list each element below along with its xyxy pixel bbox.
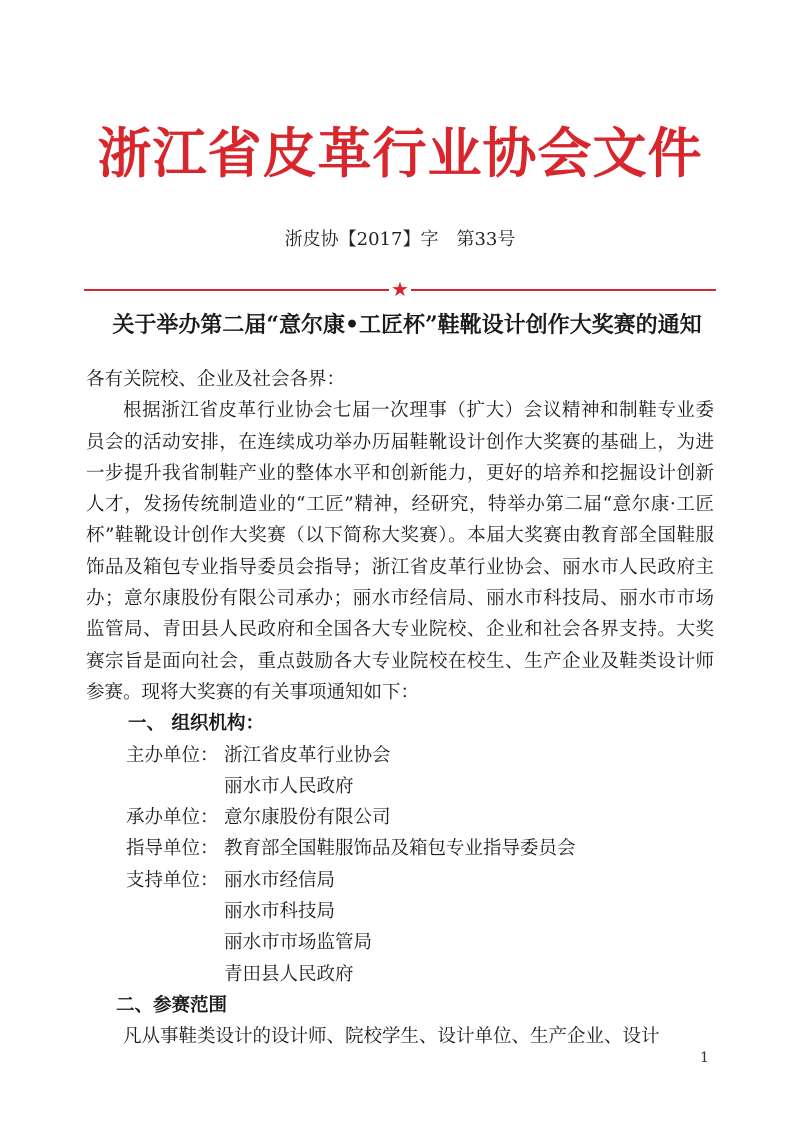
scope-paragraph: 凡从事鞋类设计的设计师、院校学生、设计单位、生产企业、设计 bbox=[123, 1026, 660, 1048]
host-row bbox=[86, 740, 714, 771]
divider-line-right bbox=[411, 289, 716, 291]
host-label: 主办单位： bbox=[126, 744, 219, 766]
support-value: 丽水市科技局 bbox=[224, 901, 336, 923]
organizer-row bbox=[86, 802, 714, 833]
salutation: 各有关院校、企业及社会各界： bbox=[86, 369, 346, 390]
divider-line-left bbox=[84, 289, 389, 291]
red-divider bbox=[84, 277, 716, 301]
guide-value: 教育部全国鞋服饰品及箱包专业指导委员会 bbox=[224, 838, 576, 860]
star-icon: ★ bbox=[391, 277, 409, 301]
intro-paragraph: 根据浙江省皮革行业协会七届一次理事（扩大）会议精神和制鞋专业委员会的活动安排，在连续成功举办历届鞋靴设计创作大奖赛的基础上，为进一步提升我省制鞋产业的整体水平和创新能力，更好的培养和挖掘设计创新人才，发扬传统制造业的“工匠”精神，经研究，特举办第二届“意尔康·工匠杯”鞋靴设计创作大奖赛（以下简称大奖赛）。本届大奖赛由教育部全国鞋服饰品及箱包专业指导委员会指导；浙江省皮革行业协会、丽水市人民政府主办；意尔康股份有限公司承办；丽水市经信局、丽水市科技局、丽水市市场监管局、青田县人民政府和全国各大专业院校、企业和社会各界支持。大奖赛宗旨是面向社会，重点鼓励各大专业院校在校生、生产企业及鞋类设计师参赛。现将大奖赛的有关事项通知如下： bbox=[86, 400, 714, 703]
document-body bbox=[86, 364, 714, 1053]
host-value: 丽水市人民政府 bbox=[224, 775, 354, 797]
support-value: 丽水市经信局 bbox=[224, 869, 336, 891]
notice-title: 关于举办第二届“意尔康•工匠杯”鞋靴设计创作大奖赛的通知 bbox=[112, 312, 702, 338]
guide-row bbox=[86, 833, 714, 864]
guide-label: 指导单位： bbox=[126, 838, 219, 860]
organizer-label: 承办单位： bbox=[126, 807, 219, 829]
organizer-value: 意尔康股份有限公司 bbox=[224, 807, 391, 829]
document-number: 浙皮协【2017】字 第33号 bbox=[284, 229, 516, 250]
support-row bbox=[86, 865, 714, 896]
host-value: 浙江省皮革行业协会 bbox=[224, 744, 391, 766]
support-label: 支持单位： bbox=[126, 869, 219, 891]
page-number: 1 bbox=[700, 1050, 709, 1066]
support-value: 青田县人民政府 bbox=[224, 963, 354, 985]
organization-title: 浙江省皮革行业协会文件 bbox=[97, 121, 703, 185]
section-heading-scope: 二、参赛范围 bbox=[116, 994, 228, 1016]
support-value: 丽水市市场监管局 bbox=[224, 932, 373, 954]
section-heading-organization: 一、 组织机构： bbox=[128, 713, 264, 735]
